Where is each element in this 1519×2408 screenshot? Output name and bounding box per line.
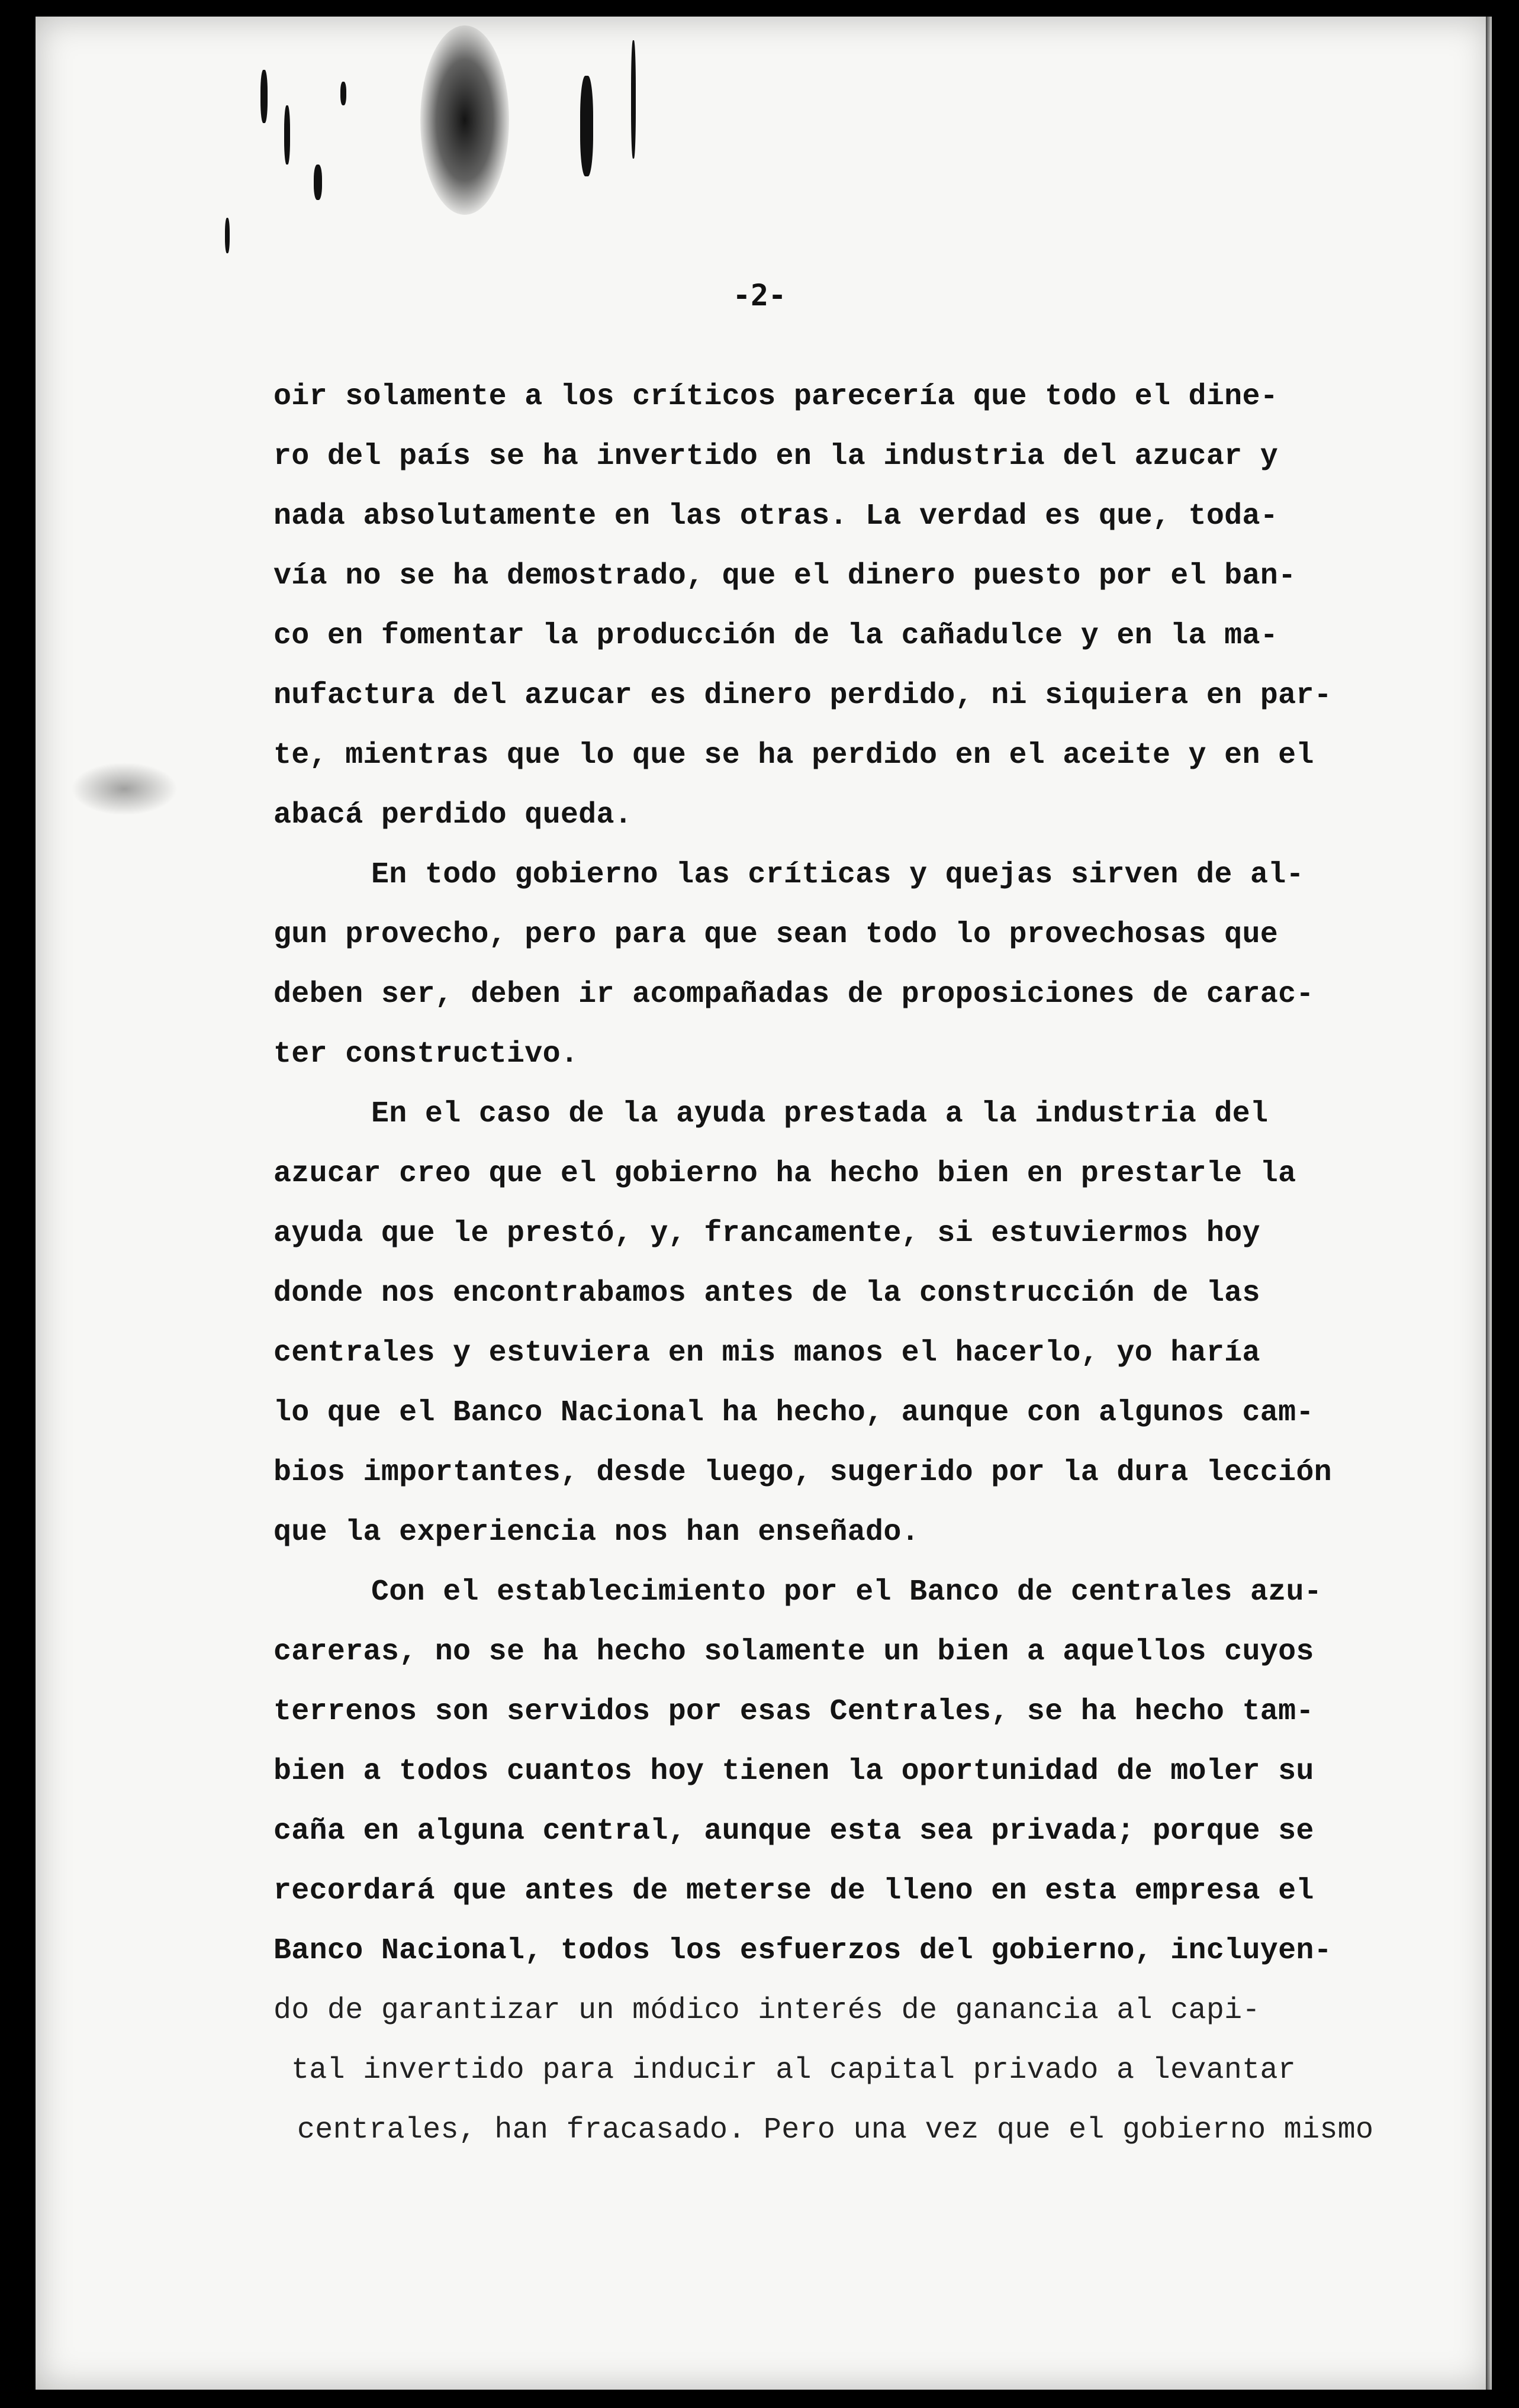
text-line: tal invertido para inducir al capital privado a levantar xyxy=(291,2054,1296,2087)
text-line: careras, no se ha hecho solamente un bien a aquellos cuyos xyxy=(273,1635,1314,1669)
text-line: que la experiencia nos han enseñado. xyxy=(273,1516,919,1549)
text-line: te, mientras que lo que se ha perdido en el aceite y en el xyxy=(273,739,1314,772)
text-line: oir solamente a los críticos parecería que todo el dine- xyxy=(273,380,1279,414)
text-line: bien a todos cuantos hoy tienen la oportunidad de moler su xyxy=(273,1755,1314,1788)
text-line: abacá perdido queda. xyxy=(273,798,633,832)
text-line: lo que el Banco Nacional ha hecho, aunque con algunos cam- xyxy=(273,1396,1314,1430)
ink-speck xyxy=(314,165,322,200)
text-line: deben ser, deben ir acompañadas de proposiciones de carac- xyxy=(273,978,1314,1011)
ink-speck xyxy=(340,82,346,105)
text-line: ayuda que le prestó, y, francamente, si estuviermos hoy xyxy=(273,1217,1260,1250)
text-line: recordará que antes de meterse de lleno en esta empresa el xyxy=(273,1874,1314,1908)
text-line: azucar creo que el gobierno ha hecho bien en prestarle la xyxy=(273,1157,1296,1191)
text-line: caña en alguna central, aunque esta sea privada; porque se xyxy=(273,1814,1314,1848)
text-line: bios importantes, desde luego, sugerido por la dura lección xyxy=(273,1456,1332,1490)
text-line: donde nos encontrabamos antes de la construcción de las xyxy=(273,1276,1260,1310)
text-line: ter constructivo. xyxy=(273,1037,579,1071)
text-line: vía no se ha demostrado, que el dinero puesto por el ban- xyxy=(273,559,1296,593)
ink-speck xyxy=(284,105,290,165)
ink-smudge xyxy=(420,25,509,215)
paragraph-start-line: En todo gobierno las críticas y quejas sirven de al- xyxy=(371,858,1304,892)
paragraph-start-line: Con el establecimiento por el Banco de centrales azu- xyxy=(371,1575,1322,1609)
faint-spot xyxy=(71,762,178,815)
page-number: -2- xyxy=(732,278,787,312)
page-edge-shadow xyxy=(1486,17,1492,2390)
ink-speck xyxy=(225,218,230,253)
text-line: co en fomentar la producción de la cañadulce y en la ma- xyxy=(273,619,1279,653)
text-line: Banco Nacional, todos los esfuerzos del gobierno, incluyen- xyxy=(273,1934,1332,1968)
text-line: gun provecho, pero para que sean todo lo provechosas que xyxy=(273,918,1279,952)
ink-speck xyxy=(260,70,268,123)
text-line: nada absolutamente en las otras. La verdad es que, toda- xyxy=(273,499,1279,533)
ink-speck xyxy=(580,76,593,176)
text-line: centrales y estuviera en mis manos el hacerlo, yo haría xyxy=(273,1336,1260,1370)
text-line: nufactura del azucar es dinero perdido, ni siquiera en par- xyxy=(273,679,1332,713)
text-line: ro del país se ha invertido en la industria del azucar y xyxy=(273,440,1279,473)
text-line: centrales, han fracasado. Pero una vez que el gobierno mismo xyxy=(297,2113,1374,2147)
body-text xyxy=(273,367,1398,2160)
paragraph-start-line: En el caso de la ayuda prestada a la industria del xyxy=(371,1097,1269,1131)
text-line: do de garantizar un módico interés de ganancia al capi- xyxy=(273,1994,1260,2027)
text-line: terrenos son servidos por esas Centrales, se ha hecho tam- xyxy=(273,1695,1314,1729)
ink-speck xyxy=(631,40,636,159)
